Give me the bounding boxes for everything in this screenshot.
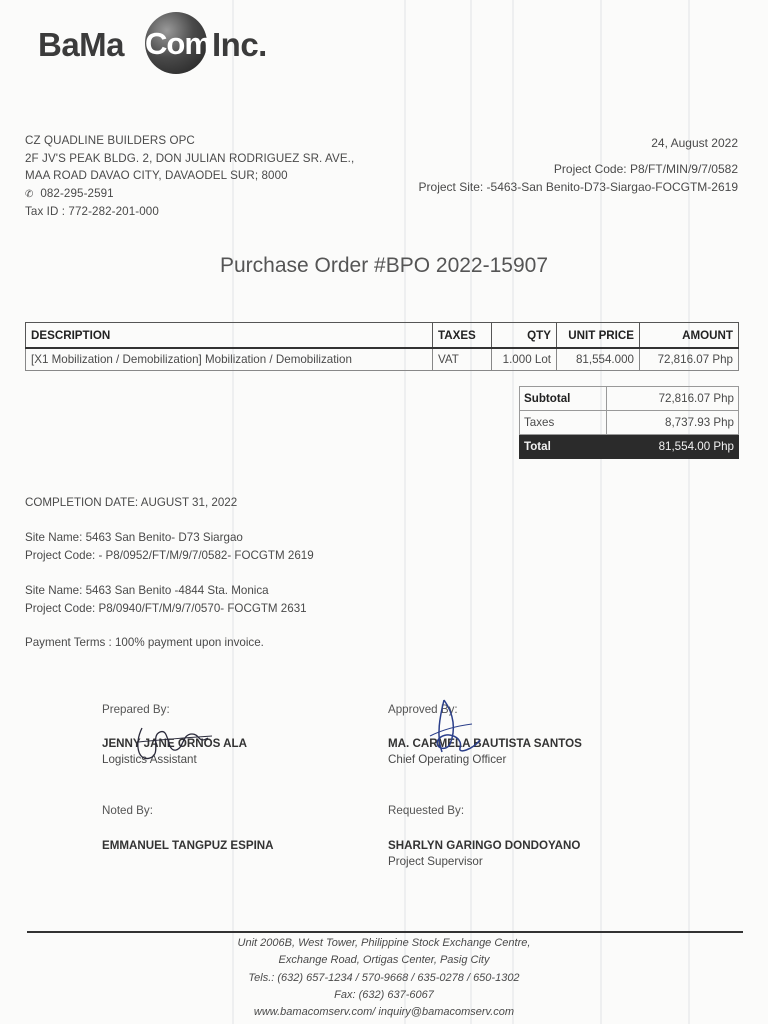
approved-by-label: Approved By:: [388, 703, 458, 716]
footer-line: Fax: (632) 637-6067: [334, 988, 434, 1001]
row-description: [X1 Mobilization / Demobilization] Mobilization / Demobilization: [26, 348, 433, 371]
header-qty: QTY: [492, 323, 557, 349]
vendor-name: CZ QUADLINE BUILDERS OPC: [25, 134, 195, 147]
requested-by-title: Project Supervisor: [388, 855, 483, 868]
vendor-phone-row: [25, 185, 354, 204]
site-block-2: [25, 582, 307, 617]
vendor-address-line1: 2F JV'S PEAK BLDG. 2, DON JULIAN RODRIGUEZ SR. AVE.,: [25, 151, 355, 165]
header-description: DESCRIPTION: [26, 323, 433, 349]
prepared-by-name: JENNY JANE ORNOS ALA: [102, 737, 247, 750]
order-project-code: Project Code: P8/FT/MIN/9/7/0582: [553, 162, 738, 176]
scan-streak: [404, 0, 406, 1024]
vendor-tax-id: Tax ID : 772-282-201-000: [25, 205, 159, 218]
page-title: Purchase Order #BPO 2022-15907: [219, 254, 549, 277]
total-label: Total: [520, 435, 607, 459]
items-table: [25, 322, 739, 371]
footer-divider: [27, 931, 743, 933]
footer-address: [0, 935, 768, 1021]
row-amount: 72,816.07 Php: [640, 348, 739, 371]
totals-table: [519, 386, 739, 459]
row-taxes: VAT: [433, 348, 492, 371]
approved-by-title: Chief Operating Officer: [388, 753, 507, 766]
taxes-row: [520, 411, 739, 435]
noted-by-block: [102, 804, 274, 852]
requested-by-block: [388, 804, 580, 868]
subtotal-row: [520, 387, 739, 411]
company-logo: [38, 10, 308, 80]
requested-by-name: SHARLYN GARINGO DONDOYANO: [388, 839, 581, 852]
site-project-code: Project Code: P8/0940/FT/M/9/7/0570- FOCGTM 2631: [25, 601, 307, 615]
items-table-header-row: [26, 323, 739, 349]
footer-line: Exchange Road, Ortigas Center, Pasig City: [278, 954, 490, 967]
phone-icon: ✆: [25, 188, 34, 200]
taxes-value: 8,737.93 Php: [606, 411, 738, 435]
order-info-block: [419, 134, 738, 196]
completion-date: COMPLETION DATE: AUGUST 31, 2022: [25, 496, 238, 509]
header-taxes: TAXES: [433, 323, 492, 349]
taxes-label: Taxes: [520, 411, 607, 435]
vendor-address-block: [25, 132, 354, 221]
footer-website: www.bamacomserv.com/ inquiry@bamacomserv.com: [253, 1006, 515, 1019]
approved-by-name: MA. CARMELA BAUTISTA SANTOS: [388, 737, 582, 750]
payment-terms: Payment Terms : 100% payment upon invoice.: [25, 636, 264, 649]
prepared-signature: [120, 722, 220, 770]
logo-text-globe: Com: [145, 26, 211, 61]
requested-by-label: Requested By:: [388, 804, 465, 817]
total-value: 81,554.00 Php: [606, 435, 738, 459]
subtotal-value: 72,816.07 Php: [606, 387, 738, 411]
row-unit-price: 81,554.000: [557, 348, 640, 371]
footer-line: Tels.: (632) 657-1234 / 570-9668 / 635-0278 / 650-1302: [248, 971, 520, 984]
vendor-address-line2: MAA ROAD DAVAO CITY, DAVAODEL SUR; 8000: [25, 169, 288, 182]
site-name: Site Name: 5463 San Benito- D73 Siargao: [25, 531, 243, 544]
site-block-1: [25, 529, 314, 564]
logo-text-left: BaMa: [38, 26, 125, 63]
prepared-by-label: Prepared By:: [102, 703, 170, 716]
subtotal-label: Subtotal: [520, 387, 607, 411]
logo-text-right: Inc.: [212, 26, 267, 63]
total-row: [520, 435, 739, 459]
footer-line: Unit 2006B, West Tower, Philippine Stock Exchange Centre,: [237, 937, 531, 949]
noted-by-label: Noted By:: [102, 804, 153, 817]
globe-icon: [145, 12, 211, 74]
table-row: [26, 348, 739, 371]
row-qty: 1.000 Lot: [492, 348, 557, 371]
order-project-site: Project Site: -5463-San Benito-D73-Siargao-FOCGTM-2619: [418, 180, 738, 194]
noted-by-name: EMMANUEL TANGPUZ ESPINA: [102, 839, 274, 852]
approved-signature: [420, 696, 490, 758]
order-date: 24, August 2022: [651, 136, 738, 150]
site-name: Site Name: 5463 San Benito -4844 Sta. Monica: [25, 584, 269, 597]
site-project-code: Project Code: - P8/0952/FT/M/9/7/0582- FOCGTM 2619: [25, 548, 314, 562]
header-amount: AMOUNT: [640, 323, 739, 349]
prepared-by-title: Logistics Assistant: [102, 753, 197, 766]
vendor-phone: 082-295-2591: [40, 186, 114, 200]
header-unit-price: UNIT PRICE: [557, 323, 640, 349]
